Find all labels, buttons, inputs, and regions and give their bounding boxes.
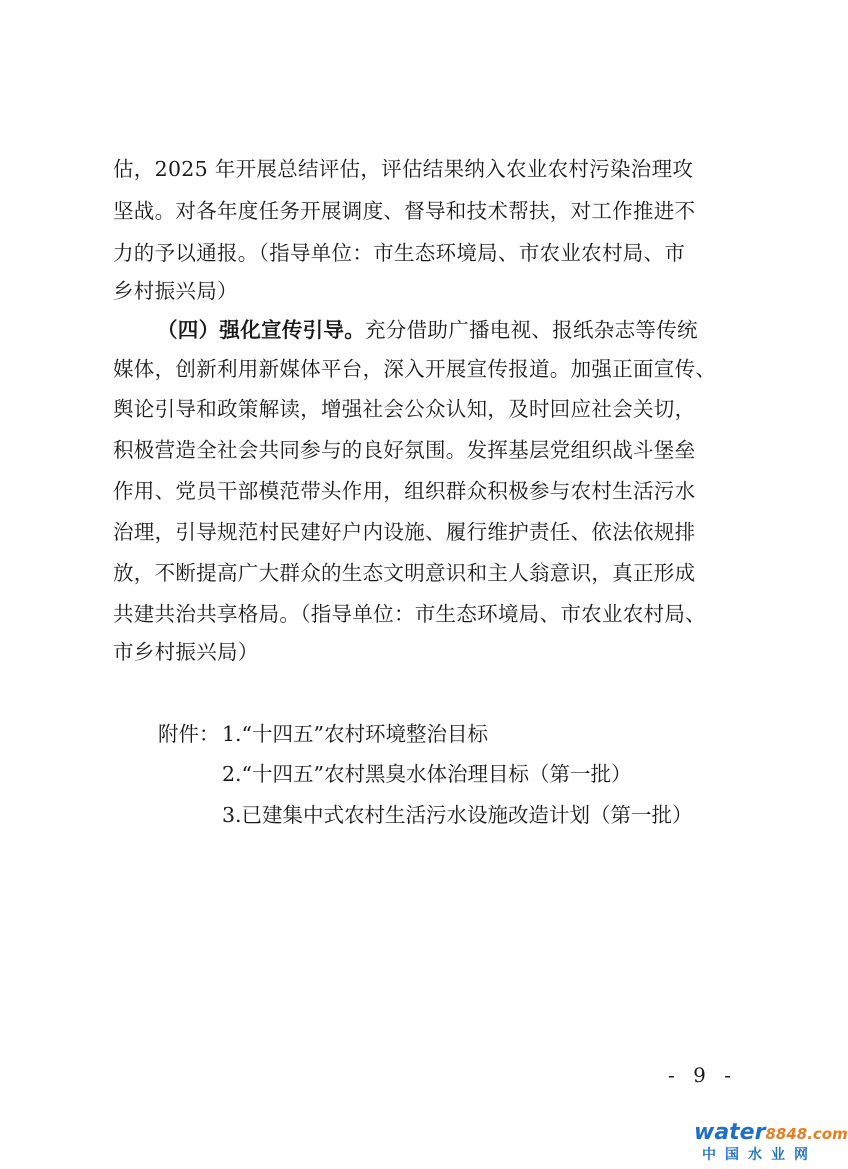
- section-4-first-line-text: 充分借助广播电视、报纸杂志等传统: [365, 318, 698, 342]
- section-4-line-2: 媒体，创新利用新媒体平台，深入开展宣传报道。加强正面宣传、: [113, 357, 717, 381]
- section-4-line-9: 市乡村振兴局）: [113, 640, 259, 664]
- watermark-chinese: 中国水业网: [702, 1147, 817, 1163]
- section-4-line-7: 放，不断提高广大群众的生态文明意识和主人翁意识，真正形成: [113, 561, 696, 585]
- page-number: - 9 -: [668, 1063, 737, 1087]
- attachment-2: 2.“十四五”农村黑臭水体治理目标（第一批）: [222, 762, 632, 786]
- section-4-line-3: 舆论引导和政策解读，增强社会公众认知，及时回应社会关切，: [113, 397, 696, 421]
- section-4-line-4: 积极营造全社会共同参与的良好氛围。发挥基层党组织战斗堡垒: [113, 438, 696, 462]
- watermark-number: 8848: [765, 1125, 808, 1143]
- body-line-4: 乡村振兴局）: [113, 279, 238, 303]
- watermark-logo: [694, 1120, 848, 1166]
- section-4-heading: （四）强化宣传引导。: [157, 318, 365, 342]
- watermark-suffix: .com: [807, 1125, 848, 1143]
- section-4-line-5: 作用、党员干部模范带头作用，组织群众积极参与农村生活污水: [113, 479, 696, 503]
- section-4-line-6: 治理，引导规范村民建好户内设施、履行维护责任、依法依规排: [113, 520, 696, 544]
- attachment-3: 3.已建集中式农村生活污水设施改造计划（第一批）: [222, 803, 693, 827]
- section-4-line-8: 共建共治共享格局。（指导单位：市生态环境局、市农业农村局、: [113, 602, 706, 626]
- body-line-1: 估，2025 年开展总结评估，评估结果纳入农业农村污染治理攻: [113, 157, 694, 181]
- watermark-brand: water: [694, 1120, 766, 1145]
- section-4-first-line: [157, 312, 723, 348]
- attachment-1: 1.“十四五”农村环境整治目标: [222, 722, 489, 746]
- body-line-3: 力的予以通报。（指导单位：市生态环境局、市农业农村局、市: [113, 241, 686, 265]
- attachments-label: 附件：: [158, 722, 220, 746]
- body-line-2: 坚战。对各年度任务开展调度、督导和技术帮扶，对工作推进不: [113, 199, 696, 223]
